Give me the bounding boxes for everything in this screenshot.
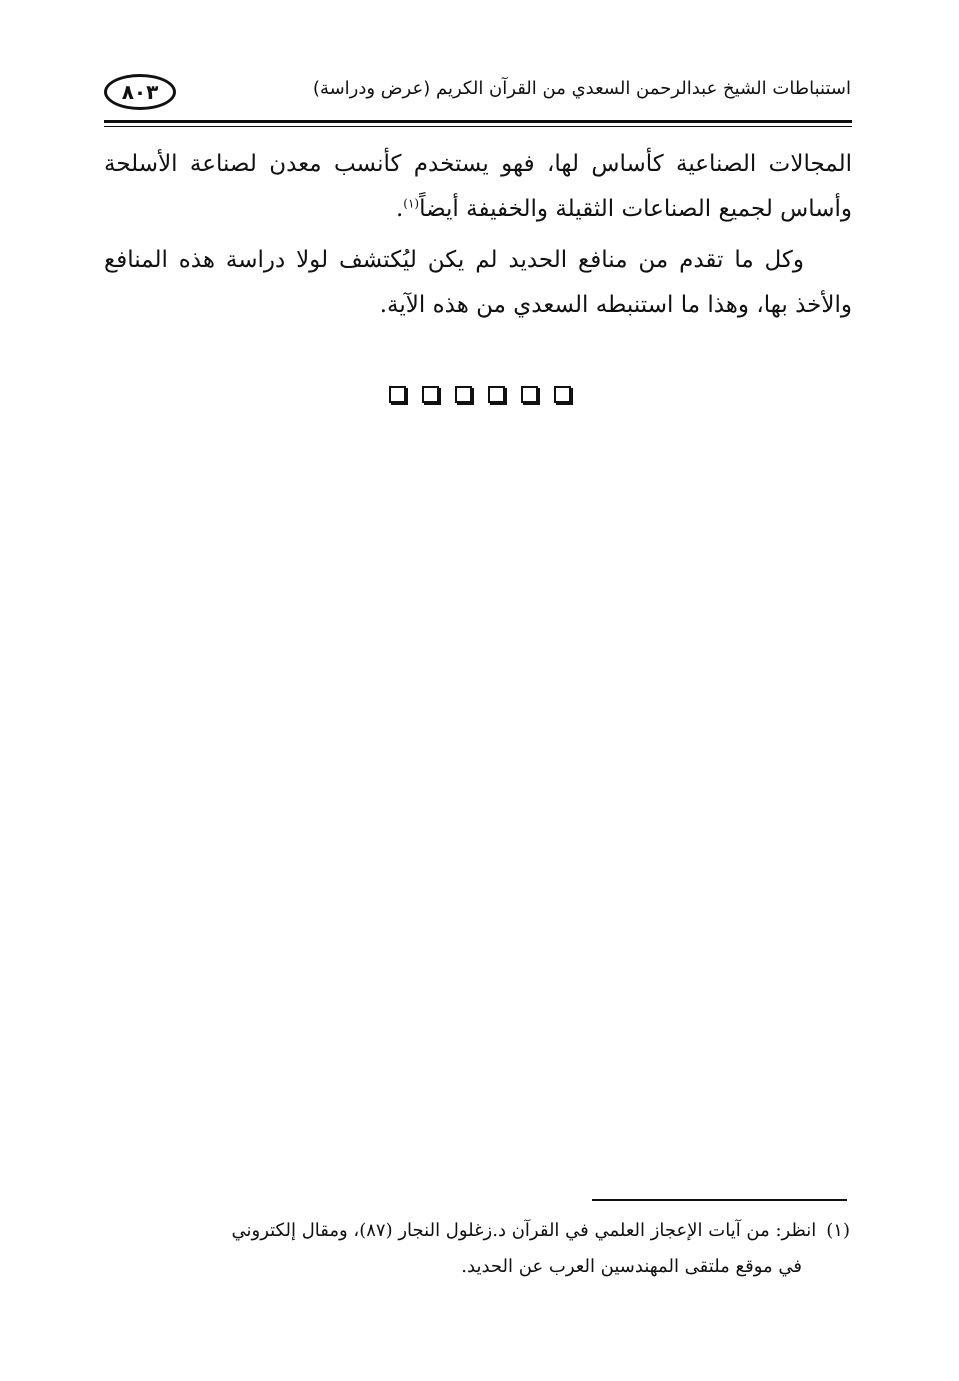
paragraph-1-end: .: [395, 196, 404, 222]
footnote: [98, 1213, 850, 1285]
square-ornament-icon: [488, 386, 505, 403]
footnote-text-1: انظر: من آيات الإعجاز العلمي في القرآن د.زغلول النجار (٨٧)، ومقال إلكتروني: [231, 1220, 817, 1241]
page-number: ٨٠٣: [104, 74, 176, 110]
square-ornament-icon: [455, 386, 472, 403]
square-ornament-icon: [554, 386, 571, 403]
header-rule-thick: [104, 120, 852, 123]
square-ornament-icon: [389, 386, 406, 403]
paragraph-1-text: المجالات الصناعية كأساس لها، فهو يستخدم كأنسب معدن لصناعة الأسلحة وأساس لجميع الصناعات الثقيلة والخفيفة أيضاً: [104, 151, 852, 222]
square-ornament-icon: [521, 386, 538, 403]
footnote-number: (١): [826, 1220, 850, 1241]
paragraph-2: وكل ما تقدم من منافع الحديد لم يكن ليُكتشف لولا دراسة هذه المنافع والأخذ بها، وهذا ما استنبطه السعدي من هذه الآية.: [104, 247, 852, 318]
running-header-title: استنباطات الشيخ عبدالرحمن السعدي من القرآن الكريم (عرض ودراسة): [312, 78, 851, 99]
footnote-reference: (١): [403, 196, 420, 211]
body-text: [104, 142, 852, 328]
footnote-rule: [592, 1199, 847, 1201]
footnote-line-1: [98, 1213, 850, 1249]
header-rule-thin: [104, 126, 852, 127]
footnote-line-2: في موقع ملتقى المهندسين العرب عن الحديد.: [461, 1256, 802, 1277]
paragraph-1: [104, 142, 852, 232]
square-ornament-icon: [422, 386, 439, 403]
section-separator: [0, 386, 959, 403]
